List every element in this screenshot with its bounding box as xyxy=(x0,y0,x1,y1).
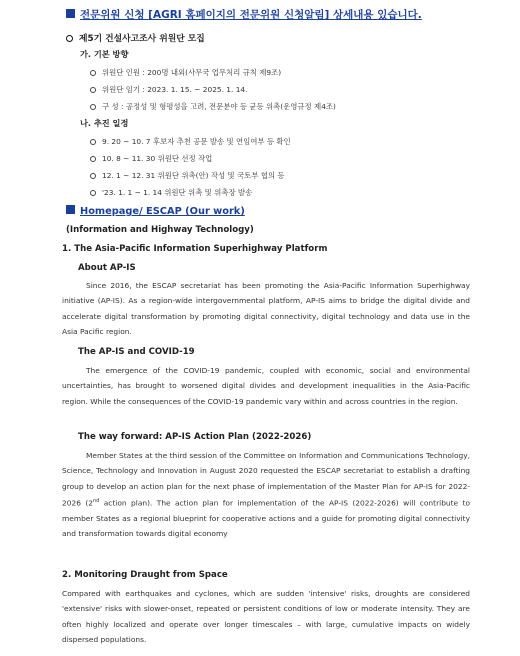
ga-item: 위원단 임기 : 2023. 1. 15. ~ 2025. 1. 14. xyxy=(90,84,247,95)
covid-title: The AP-IS and COVID-19 xyxy=(78,347,195,357)
ga-item: 위원단 인원 : 200명 내외(사무국 업무처리 규칙 제9조) xyxy=(90,67,281,78)
section-1-title: 1. The Asia-Pacific Information Superhighway Platform xyxy=(62,244,328,254)
section-ga-heading: 가. 기본 방향 xyxy=(80,49,129,59)
ga-item: 구 성 : 공정성 및 형평성을 고려, 전문분야 등 균등 위촉(운영규정 제4조) xyxy=(90,101,336,112)
na-item: '23. 1. 1 ~ 1. 14 위원단 위촉 및 위촉장 발송 xyxy=(90,187,252,198)
circle-bullet-icon xyxy=(90,104,96,110)
way-forward-title: The way forward: AP-IS Action Plan (2022-2026) xyxy=(78,432,312,442)
section-2-paragraph: Compared with earthquakes and cyclones, which are sudden 'intensive' risks, droughts are considered 'extensive' risks with slower-onset, repeated or persistent conditions of low or moderate intensity. They are often highly localized and operate over longer timescales – with large, cumulative impacts on widely dispersed populations. xyxy=(62,589,470,644)
circle-bullet-icon xyxy=(90,87,96,93)
section-2-title: 2. Monitoring Draught from Space xyxy=(62,570,228,580)
subtitle: (Information and Highway Technology) xyxy=(66,225,254,235)
square-bullet-icon xyxy=(66,9,75,18)
about-title: About AP-IS xyxy=(78,263,136,273)
notice-suffix: 상세내용 있습니다. xyxy=(329,9,422,21)
circle-bullet-icon xyxy=(90,70,96,76)
na-item: 12. 1 ~ 12. 31 위원단 위촉(안) 작성 및 국토부 협의 등 xyxy=(90,170,285,181)
notice-prefix: 전문위원 신청 xyxy=(80,9,149,21)
circle-bullet-icon xyxy=(90,156,96,162)
notice-link[interactable]: [AGRI 홈페이지의 전문위원 신청알림] xyxy=(148,9,330,21)
na-item: 9. 20 ~ 10. 7 후보자 추천 공문 발송 및 연임여부 등 확인 xyxy=(90,136,291,147)
about-paragraph: Since 2016, the ESCAP secretariat has been promoting the Asia-Pacific Information Superhighway initiative (AP-IS). As a region-wide intergovernmental platform, AP-IS aims to bridge the digital divide and accelerate digital transformation by promoting digital connectivity, digital technology and data use in the Asia Pacific region. xyxy=(62,281,470,336)
circle-bullet-icon xyxy=(90,139,96,145)
circle-bullet-icon xyxy=(90,173,96,179)
notice-heading xyxy=(66,7,422,22)
way-forward-paragraph: Member States at the third session of the Committee on Information and Communications Technology, Science, Technology and Innovation in August 2020 requested the ESCAP secretariat to establish a drafting group to develop an action plan for the next phase of implementation of the Master Plan for AP-IS for 2022-2026 (2nd action plan). The action plan for implementation of the AP-IS (2022-2026) will contribute to member States as a regional blueprint for cooperative actions and a guide for promoting digital connectivity and transformation towards digital economy xyxy=(62,451,470,538)
homepage-heading: Homepage/ ESCAP (Our work) xyxy=(66,205,245,217)
section-na-heading: 나. 추진 일정 xyxy=(80,118,129,128)
na-item: 10. 8 ~ 11. 30 위원단 선정 작업 xyxy=(90,153,212,164)
recruit-title: 제5기 건설사고조사 위원단 모집 xyxy=(66,31,205,44)
circle-bullet-icon xyxy=(90,190,96,196)
covid-paragraph: The emergence of the COVID-19 pandemic, coupled with economic, social and environmental uncertainties, has brought to worsened digital divides and development inequalities in the Asia-Pacific region. While the consequences of the COVID-19 pandemic vary within and across countries in the region. xyxy=(62,366,470,406)
circle-bullet-icon xyxy=(66,35,73,42)
square-bullet-icon xyxy=(66,205,75,214)
